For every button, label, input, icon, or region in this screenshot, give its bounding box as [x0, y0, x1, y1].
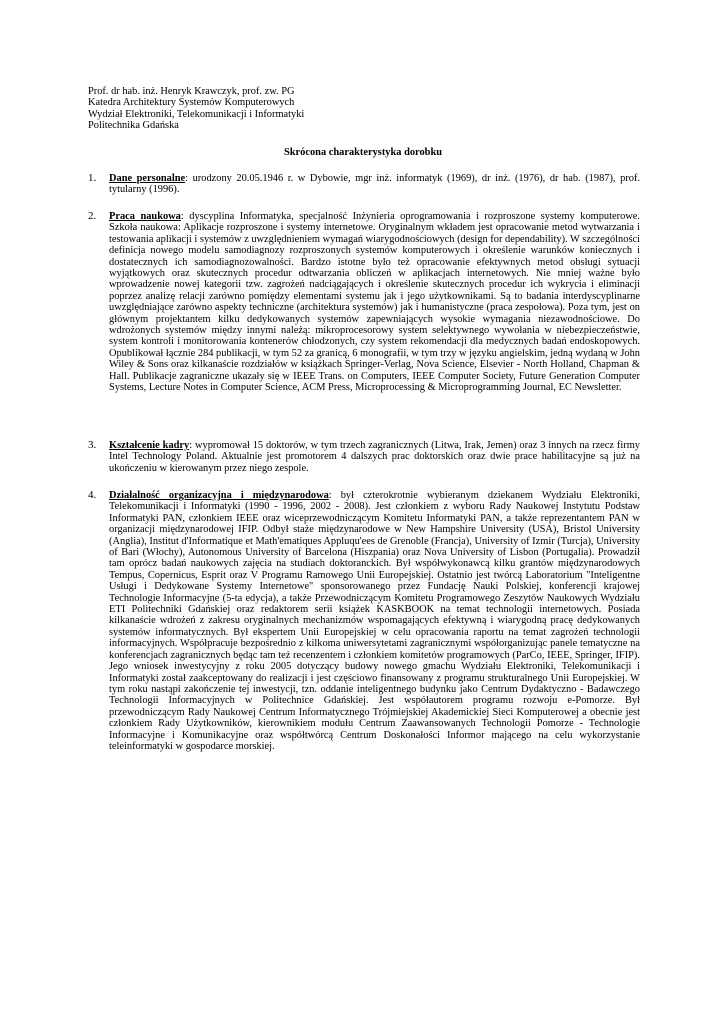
section-number: 2. — [88, 210, 97, 222]
section-text: : dyscyplina Informatyka, specjalność Inżynieria oprogramowania i rozproszone systemy komputerowe. Szkoła naukowa: Aplikacje rozproszone i systemy internetowe. Oryginalnym wkładem jest opracowanie metod wytwarzania i testowania aplikacji i systemów z uwzględnieniem wymagań wiarygodnościowych (design for dependability). W szczególności definicja nowego modelu samodiagnozy rozproszonych systemów komputerowych i określenie warunków koniecznych i dostatecznych ich samodiagnozowalności. Bardzo istotne było też opracowanie efektywnych metod obsługi sytuacji wyjątkowych oraz skutecznych procedur odtwarzania obliczeń w aplikacjach internetowych. Nie mniej ważne było wprowadzenie nowej kategorii tzw. zagrożeń nadciągających i określenie skutecznych procedur ich wykrycia i eliminacji poprzez analizę relacji zarówno pomiędzy elementami systemu jak i jego użytkownikami. Są to badania interdyscyplinarne uwzględniające zarówno aspekty techniczne (architektura systemów) jak i humanistyczne (praca zespołowa). Poza tym, jest on głównym projektantem kilku dedykowanych systemów zapewniających wysokie wymagania niezawodnościowe. Do wdrożonych systemów między innymi należą: mikroprocesorowy system selektywnego wywołania w niebezpieczeństwie, system kontroli i monitorowania kontenerów chłodzonych, czy system rekomendacji dla medycznych badań endoskopowych. Opublikował łącznie 284 publikacji, w tym 52 za granicą, 6 monografii, w tym trzy w języku angielskim, jedną wydaną w John Wiley & Sons oraz kilkanaście rozdziałów w książkach Springer-Verlag, Nova Science, Elsevier - North Holland, Chapman & Hall. Publikacje zagraniczne ukazały się w IEEE Trans. on Computers, IEEE Computer Society, Future Generation Computer Systems, Lecture Notes in Computer Science, ACM Press, Microprocessing & Microprogramming Journal, EC Newsletter. — [109, 211, 640, 394]
department-name: Katedra Architektury Systemów Komputerowych — [88, 97, 295, 109]
section-body — [109, 173, 640, 196]
section-staff-training — [88, 440, 640, 474]
section-text: : wypromował 15 doktorów, w tym trzech zagranicznych (Litwa, Irak, Jemen) oraz 3 innych na rzecz firmy Intel Technology Poland. Aktualnie jest promotorem 4 dalszych prac doktorskich oraz dwie prace habilitacyjne są już na ukończeniu w kierowanym przez niego zespole. — [109, 440, 640, 474]
section-heading: Kształcenie kadry — [109, 440, 190, 451]
section-heading: Dane personalne — [109, 173, 186, 184]
author-name: Prof. dr hab. inż. Henryk Krawczyk, prof. zw. PG — [88, 86, 295, 97]
author-header — [88, 86, 648, 132]
section-text: : był czterokrotnie wybieranym dziekanem Wydziału Elektroniki, Telekomunikacji i Informatyki (1990 - 1996, 2002 - 2008). Jest członkiem z wyboru Rady Naukowej Instytutu Podstaw Informatyki PAN, członkiem IEEE oraz wiceprzewodniczącym Komitetu Informatyki PAN, a także reprezentantem PAN w organizacji międzynarodowej IFIP. Odbył staże międzynarodowe w New Hampshire University (USA), Bristol University (Anglia), Institut d'Informatique et Math'ematiques Appluqu'ees de Grenoble (Francja), University of Izmir (Turcja), University of Bari (Włochy), Autonomous University of Barcelona (Hiszpania) oraz Nova University of Lisbon (Portugalia). Prowadził tam oprócz badań naukowych zajęcia na studiach doktoranckich. Był współwykonawcą kilku grantów międzynarodowych Tempus, Copernicus, Esprit oraz V Programu Ramowego Unii Europejskiej. Ostatnio jest twórcą Laboratorium "Inteligentne Usługi i Dedykowane Systemy Internetowe" sponsorowanego przez Fundację Nauki Polskiej, konferencji krajowej Technologie Informacyjne (5-ta edycja), a także Przewodniczącym Komitetu Programowego Zeszytów Naukowych Wydziału ETI Politechniki Gdańskiej oraz redaktorem serii książek KASKBOOK na temat technologii internetowych. Posiada kilkanaście wdrożeń z zakresu oryginalnych mechanizmów wspomagających efektywną i wiarygodną pracę dedykowanych systemów informatycznych. Był ekspertem Unii Europejskiej w celu opracowania raportu na temat zagrożeń technologii informacyjnych. Współpracuje bezpośrednio z kilkoma uniwersytetami zagranicznymi współorganizując panele tematyczne na konferencjach zagranicznych będąc tam też recenzentem i członkiem komitetów programowych (ParCo, IEEE, Springer, IFIP). Jego wniosek inwestycyjny z roku 2005 dotyczący budowy nowego gmachu Wydziału Elektroniki, Telekomunikacji i Informatyki został zaakceptowany do realizacji i jest częściowo finansowany z programu strukturalnego Unii Europejskiej. W tym roku nastąpi zakończenie tej inwestycji, tzn. oddanie inteligentnego budynku jako Centrum Dydaktyczno - Badawczego Technologii Informacyjnych w Politechnice Gdańskiej. Jest współautorem programu rozwoju e-Pomorze. Był przewodniczącym Rady Naukowej Centrum Informatycznego Trójmiejskiej Akademickiej Sieci Komputerowej a obecnie jest członkiem Rady Użytkowników, kierownikiem modułu Centrum Zaawansowanych Technologii Pomorze - Technologie Informacyjne i Komunikacyjne oraz współtwórcą Centrum Doskonałości Informor mającego na celu wykorzystanie teleinformatyki w gospodarce morskiej. — [109, 490, 640, 752]
section-scientific-work — [88, 211, 640, 394]
section-body — [109, 440, 640, 474]
section-heading: Praca naukowa — [109, 211, 181, 222]
section-personal-data — [88, 173, 640, 196]
section-number: 1. — [88, 172, 97, 184]
section-number: 4. — [88, 489, 97, 501]
faculty-name: Wydział Elektroniki, Telekomunikacji i Informatyki — [88, 108, 305, 120]
section-text: : urodzony 20.05.1946 r. w Dybowie, mgr inż. informatyk (1969), dr inż. (1976), dr hab. (1987), prof. tytularny (1996). — [109, 173, 640, 196]
university-name: Politechnika Gdańska — [88, 120, 179, 132]
section-body — [109, 211, 640, 394]
section-heading: Działalność organizacyjna i międzynarodowa — [109, 490, 329, 501]
document-title: Skrócona charakterystyka dorobku — [284, 147, 442, 158]
section-number: 3. — [88, 439, 97, 451]
section-body — [109, 490, 640, 752]
section-organizational-activity — [88, 490, 640, 752]
